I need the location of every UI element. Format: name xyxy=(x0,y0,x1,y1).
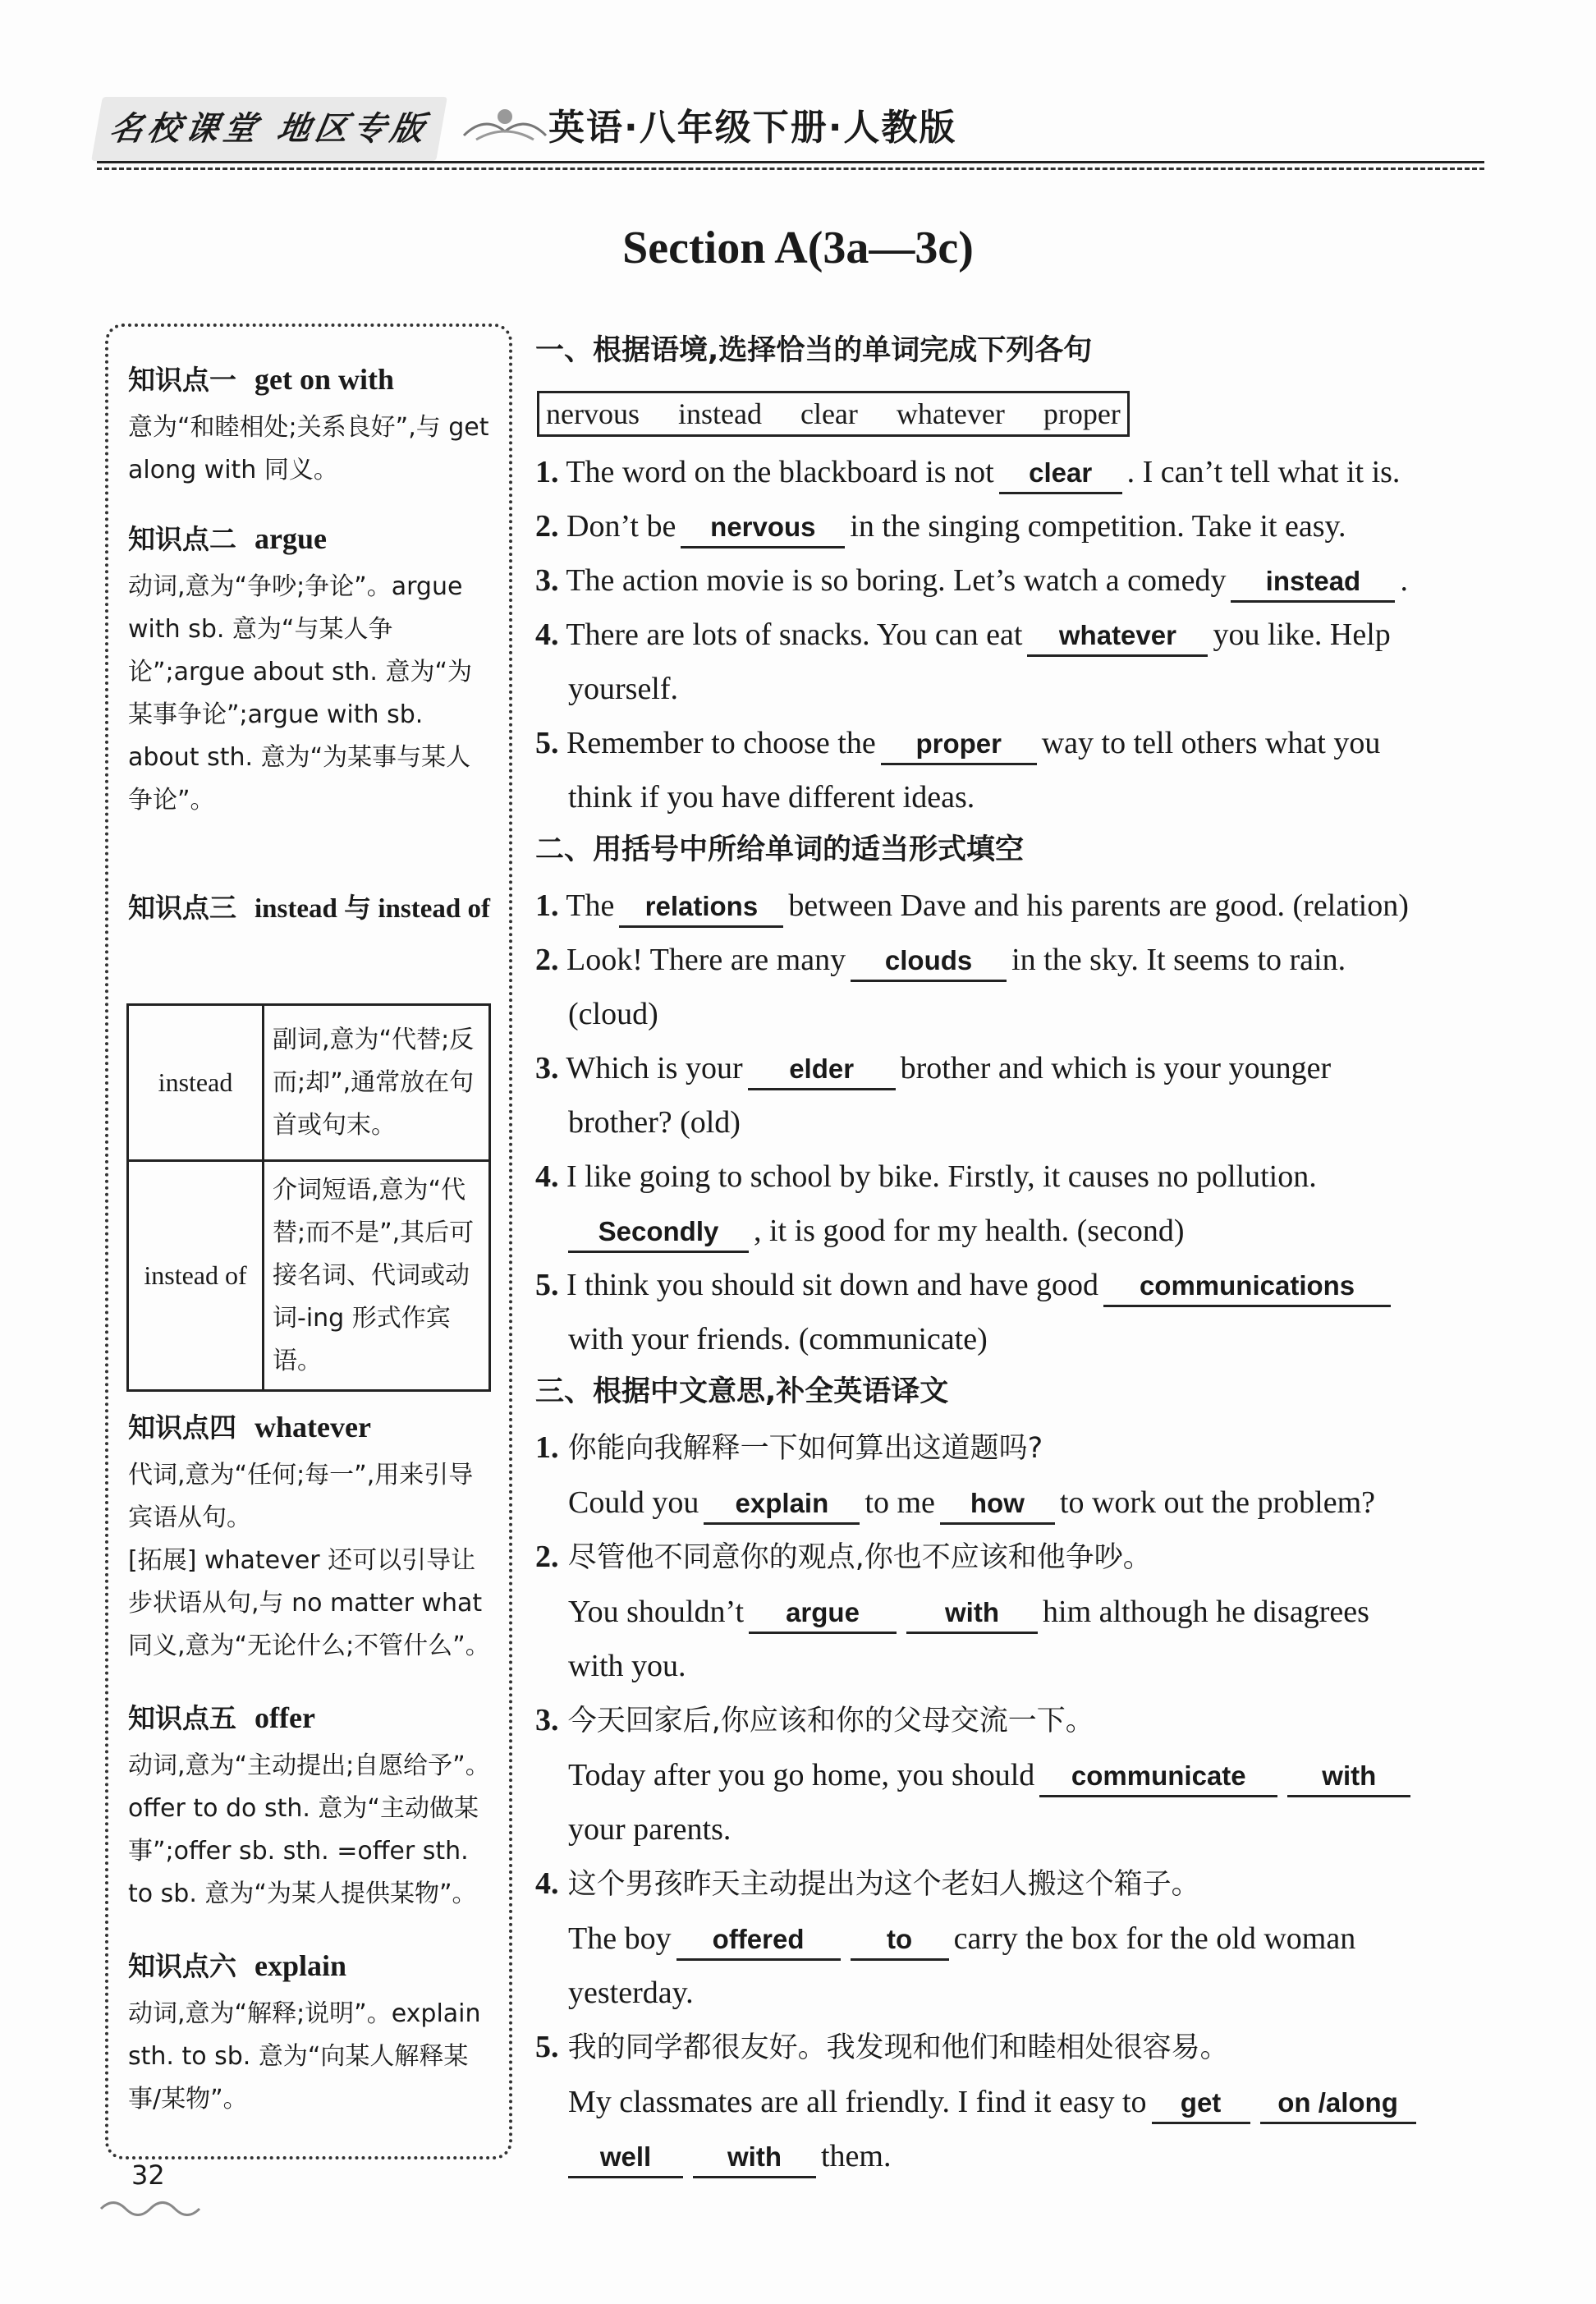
answer-blank[interactable]: to xyxy=(851,1921,949,1961)
kp4-body: 代词,意为“任何;每一”,用来引导宾语从句。 xyxy=(128,1461,474,1532)
answer-blank[interactable]: with xyxy=(1287,1757,1410,1797)
question-english: Could you explain to me how to work out the problem? xyxy=(535,1476,1512,1530)
part3-heading: 三、根据中文意思,补全英语译文 xyxy=(535,1375,949,1408)
question-continuation: think if you have different ideas. xyxy=(568,780,975,815)
question-english: Today after you go home, you should communicate with xyxy=(535,1748,1512,1802)
part2-questions xyxy=(535,879,1512,1366)
kp5-body: 动词,意为“主动提出;自愿给予”。offer to do sth. 意为“主动做某事”;offer sb. sth. =offer sth. to sb. 意为“为某人提供某物”。 xyxy=(128,1751,490,1908)
question: 5. Remember to choose the proper way to tell others what you xyxy=(535,716,1512,770)
kp1-body: 意为“和睦相处;关系良好”,与 get along with 同义。 xyxy=(128,413,489,484)
question-continuation: well with them. xyxy=(535,2129,1512,2183)
question: 1. The relations between Dave and his parents are good. (relation) xyxy=(535,879,1512,933)
kp1-heading: 知识点一 get on with xyxy=(128,363,394,396)
kp2-block xyxy=(128,512,493,822)
table-row xyxy=(128,1161,490,1391)
kp1-block xyxy=(128,353,493,492)
word-bank xyxy=(537,391,1130,437)
question: 5. I think you should sit down and have good communications xyxy=(535,1258,1512,1312)
answer-blank[interactable]: nervous xyxy=(681,508,845,548)
word-bank-item: clear xyxy=(800,397,858,430)
header-dashed-rule xyxy=(97,168,1484,170)
table-row xyxy=(128,1005,490,1161)
part1-questions xyxy=(535,445,1512,824)
kp5-term: offer xyxy=(255,1701,315,1734)
answer-blank[interactable]: communicate xyxy=(1039,1757,1277,1797)
kp6-term: explain xyxy=(255,1949,347,1982)
question-english: The boy offered to carry the box for the old woman xyxy=(535,1912,1512,1966)
kp4-term: whatever xyxy=(255,1411,371,1443)
answer-blank[interactable]: with xyxy=(693,2138,816,2178)
question-continuation: with your friends. (communicate) xyxy=(568,1322,988,1356)
kp4-extension: [拓展] whatever 还可以引导让步状语从句,与 no matter what 同义,意为“无论什么;不管什么”。 xyxy=(128,1546,490,1660)
question-english: You shouldn’t argue with him although he disagrees xyxy=(535,1585,1512,1639)
question-english: My classmates are all friendly. I find it easy to get on /along xyxy=(535,2075,1512,2129)
question: 3. The action movie is so boring. Let’s watch a comedy instead . xyxy=(535,553,1512,608)
kp3-term: instead 与 instead of xyxy=(255,894,490,924)
question-continuation: yesterday. xyxy=(568,1976,694,2010)
leaf-ornament-icon xyxy=(460,99,550,156)
word-bank-item: nervous xyxy=(546,397,640,430)
answer-blank[interactable]: well xyxy=(568,2138,683,2178)
question-continuation: yourself. xyxy=(568,672,679,706)
kp4-block xyxy=(128,1401,493,1668)
answer-blank[interactable]: clear xyxy=(999,454,1122,494)
question-continuation: with you. xyxy=(568,1649,686,1683)
answer-blank[interactable]: relations xyxy=(619,888,783,928)
kp6-block xyxy=(128,1939,493,2121)
series-title: 英语·八年级下册·人教版 xyxy=(548,107,957,149)
kp5-heading: 知识点五 offer xyxy=(128,1701,315,1734)
kp3-heading: 知识点三 instead 与 instead of xyxy=(128,892,490,924)
question-chinese: 4. 这个男孩昨天主动提出为这个老妇人搬这个箱子。 xyxy=(535,1866,1200,1901)
question: 4. There are lots of snacks. You can eat whatever you like. Help xyxy=(535,608,1512,662)
question-continuation: brother? (old) xyxy=(568,1105,741,1140)
answer-blank[interactable]: whatever xyxy=(1027,617,1208,657)
kp2-term: argue xyxy=(255,522,327,555)
answer-blank[interactable]: argue xyxy=(749,1594,897,1634)
question-chinese: 3. 今天回家后,你应该和你的父母交流一下。 xyxy=(535,1703,1094,1737)
answer-blank[interactable]: explain xyxy=(704,1485,860,1525)
brand-label: 名校课堂 地区专版 xyxy=(91,97,447,161)
part3-questions xyxy=(535,1420,1512,2183)
table-term: instead of xyxy=(128,1161,264,1391)
answer-blank[interactable]: proper xyxy=(881,725,1037,765)
answer-blank[interactable]: offered xyxy=(676,1921,841,1961)
question-continuation: (cloud) xyxy=(568,997,658,1031)
part1-heading: 一、根据语境,选择恰当的单词完成下列各句 xyxy=(535,334,1093,367)
question-continuation: your parents. xyxy=(568,1812,732,1847)
answer-blank[interactable]: Secondly xyxy=(568,1213,749,1253)
word-bank-item: proper xyxy=(1043,397,1121,430)
answer-blank[interactable]: on /along xyxy=(1260,2084,1416,2124)
table-desc: 介词短语,意为“代替;而不是”,其后可接名词、代词或动词-ing 形式作宾语。 xyxy=(264,1161,490,1391)
kp4-heading: 知识点四 whatever xyxy=(128,1411,371,1443)
table-desc: 副词,意为“代替;反而;却”,通常放在句首或句末。 xyxy=(264,1005,490,1161)
answer-blank[interactable]: elder xyxy=(748,1050,896,1090)
table-term: instead xyxy=(128,1005,264,1161)
question-chinese: 5. 我的同学都很友好。我发现和他们和睦相处很容易。 xyxy=(535,2030,1229,2064)
question: 4. I like going to school by bike. Firstly, it causes no pollution. xyxy=(535,1159,1317,1194)
question: 2. Don’t be nervous in the singing competition. Take it easy. xyxy=(535,499,1512,553)
kp3-block xyxy=(128,882,493,935)
answer-blank[interactable]: communications xyxy=(1103,1267,1391,1307)
instead-comparison-table xyxy=(126,1003,491,1392)
answer-blank[interactable]: with xyxy=(906,1594,1038,1634)
kp2-body: 动词,意为“争吵;争论”。argue with sb. 意为“与某人争论”;argue about sth. 意为“为某事争论”;argue with sb. about sth. 意为“为某事与某人争论”。 xyxy=(128,572,473,815)
question: 2. Look! There are many clouds in the sky. It seems to rain. xyxy=(535,933,1512,987)
word-bank-item: whatever xyxy=(896,397,1005,430)
question: 1. The word on the blackboard is not clear . I can’t tell what it is. xyxy=(535,445,1512,499)
kp6-heading: 知识点六 explain xyxy=(128,1949,347,1982)
question-chinese: 1. 你能向我解释一下如何算出这道题吗? xyxy=(535,1430,1043,1465)
kp6-body: 动词,意为“解释;说明”。explain sth. to sb. 意为“向某人解释某事/某物”。 xyxy=(128,1999,481,2114)
answer-blank[interactable]: how xyxy=(940,1485,1055,1525)
answer-blank[interactable]: get xyxy=(1152,2084,1250,2124)
word-bank-item: instead xyxy=(677,397,762,430)
answer-blank[interactable]: clouds xyxy=(851,942,1007,982)
question: 3. Which is your elder brother and which is your younger xyxy=(535,1041,1512,1095)
section-title: Section A(3a—3c) xyxy=(622,223,974,273)
kp5-block xyxy=(128,1691,493,1916)
part2-heading: 二、用括号中所给单词的适当形式填空 xyxy=(535,833,1025,866)
kp1-term: get on with xyxy=(255,363,394,396)
question-continuation: Secondly , it is good for my health. (second) xyxy=(535,1204,1512,1258)
answer-blank[interactable]: instead xyxy=(1231,562,1395,603)
footer-ornament-icon xyxy=(97,2192,204,2222)
question-chinese: 2. 尽管他不同意你的观点,你也不应该和他争吵。 xyxy=(535,1540,1152,1574)
header-rule xyxy=(97,161,1484,163)
page-number: 32 xyxy=(131,2159,165,2191)
kp2-heading: 知识点二 argue xyxy=(128,522,327,555)
